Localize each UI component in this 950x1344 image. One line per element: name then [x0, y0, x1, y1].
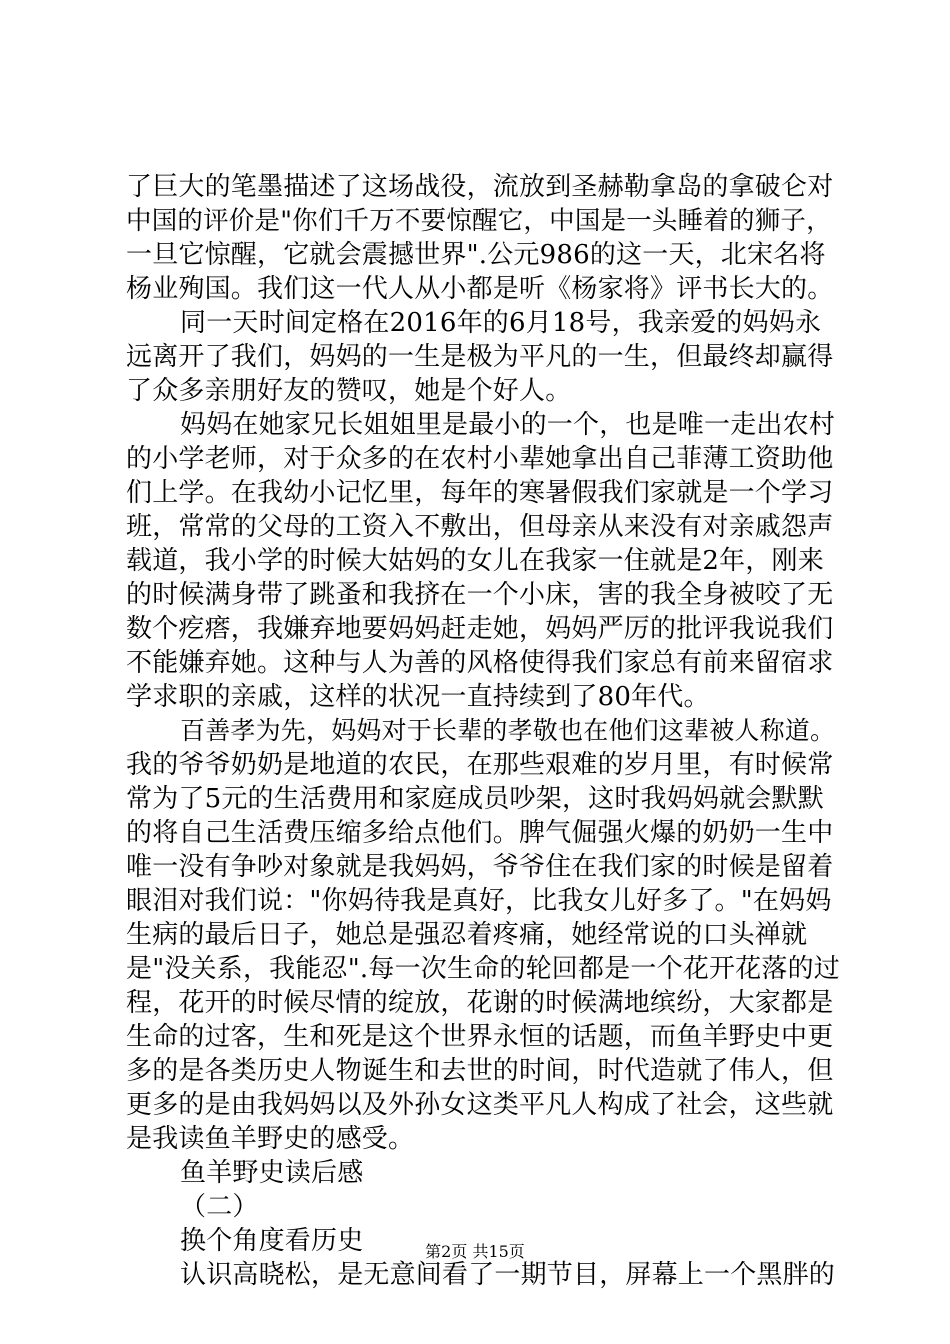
text-line: 班，常常的父母的工资入不敷出，但母亲从来没有对亲戚怨声: [126, 512, 834, 542]
text-line: 的小学老师，对于众多的在农村小辈她拿出自己菲薄工资助他: [126, 444, 834, 474]
text-line: 认识高晓松，是无意间看了一期节目，屏幕上一个黑胖的: [180, 1260, 836, 1290]
text-line: 一旦它惊醒，它就会震撼世界".公元986的这一天，北宋名将: [126, 240, 826, 270]
text-line: 了众多亲朋好友的赞叹，她是个好人。: [126, 376, 572, 406]
text-line: 不能嫌弃她。这种与人为善的风格使得我们家总有前来留宿求: [126, 648, 834, 678]
text-line: 的时候满身带了跳蚤和我挤在一个小床，害的我全身被咬了无: [126, 580, 834, 610]
text-line: 生命的过客，生和死是这个世界永恒的话题，而鱼羊野史中更: [126, 1022, 834, 1052]
text-line: 学求职的亲戚，这样的状况一直持续到了80年代。: [126, 682, 710, 712]
text-line: 远离开了我们，妈妈的一生是极为平凡的一生，但最终却赢得: [126, 342, 834, 372]
document-body: [126, 170, 841, 1292]
text-line: 唯一没有争吵对象就是我妈妈，爷爷住在我们家的时候是留着: [126, 852, 834, 882]
text-line: 程，花开的时候尽情的绽放，花谢的时候满地缤纷，大家都是: [126, 988, 834, 1018]
text-line: 我的爷爷奶奶是地道的农民，在那些艰难的岁月里，有时候常: [126, 750, 834, 780]
text-line: 杨业殉国。我们这一代人从小都是听《杨家将》评书长大的。: [126, 274, 834, 304]
text-line: 是"没关系，我能忍".每一次生命的轮回都是一个花开花落的过: [126, 954, 840, 984]
text-line: 鱼羊野史读后感: [180, 1158, 364, 1188]
text-line: 们上学。在我幼小记忆里，每年的寒暑假我们家就是一个学习: [126, 478, 834, 508]
text-line: 同一天时间定格在2016年的6月18号，我亲爱的妈妈永: [180, 308, 822, 338]
text-line: 更多的是由我妈妈以及外孙女这类平凡人构成了社会，这些就: [126, 1090, 834, 1120]
text-line: 常为了5元的生活费用和家庭成员吵架，这时我妈妈就会默默: [126, 784, 824, 814]
text-line: 数个疙瘩，我嫌弃地要妈妈赶走她，妈妈严厉的批评我说我们: [126, 614, 834, 644]
text-line: 眼泪对我们说："你妈待我是真好，比我女儿好多了。"在妈妈: [126, 886, 832, 916]
text-line: 生病的最后日子，她总是强忍着疼痛，她经常说的口头禅就: [126, 920, 808, 950]
text-line: 载道，我小学的时候大姑妈的女儿在我家一住就是2年，刚来: [126, 546, 824, 576]
text-line: 中国的评价是"你们千万不要惊醒它，中国是一头睡着的狮子，: [126, 206, 832, 236]
text-line: （二）: [180, 1192, 259, 1222]
text-line: 百善孝为先，妈妈对于长辈的孝敬也在他们这辈被人称道。: [180, 716, 836, 745]
text-line: 妈妈在她家兄长姐姐里是最小的一个，也是唯一走出农村: [180, 410, 836, 440]
page-footer: 第2页 共15页: [425, 1242, 525, 1261]
text-line: 是我读鱼羊野史的感受。: [126, 1124, 415, 1154]
text-line: 了巨大的笔墨描述了这场战役，流放到圣赫勒拿岛的拿破仑对: [126, 172, 834, 202]
text-line: 的将自己生活费压缩多给点他们。脾气倔强火爆的奶奶一生中: [126, 818, 834, 848]
text-line: 多的是各类历史人物诞生和去世的时间，时代造就了伟人，但: [126, 1056, 834, 1086]
text-line: 换个角度看历史: [180, 1226, 364, 1256]
